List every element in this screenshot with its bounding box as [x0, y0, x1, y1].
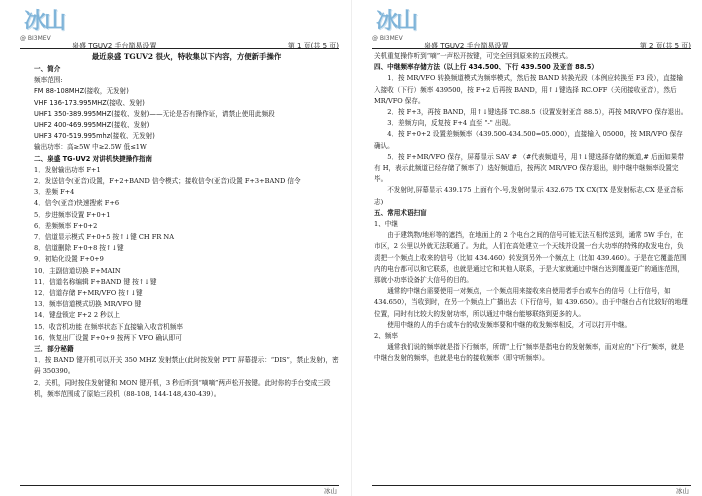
list-item: 4．按 F+0+2 设置差频频率（439.500-434.500=05.000），直接输入 05000，按 MR/VFO 保存确认。 — [374, 130, 683, 150]
section-heading: 一、简介 — [34, 65, 61, 73]
header-title: 泉盛 TGUV2 手台简易设置 — [72, 42, 157, 50]
list-item: 16．恢复出厂设置 F+0+9 按两下 VFO 确认即可 — [34, 333, 182, 342]
right-content — [374, 51, 689, 484]
list-item: 5．按 F+MR/VFO 保存，屏幕显示 SAV # （#代表频道号，用↑↓键选择存储的频道,# 后面如果带有 H，表示此频道已经存储了频率了）选好频道后，按两次 MR/VFO 保存退出，则中继中继频率设置完毕。 — [374, 152, 684, 184]
list-item: 7．信道显示模式 F+0+5 按↑↓键 CH FR NA — [34, 233, 174, 242]
page-header — [372, 4, 691, 48]
list-item: 1．发射输出功率 F+1 — [34, 165, 101, 174]
footer-divider — [372, 485, 691, 486]
list-item: 14．键盘锁定 F+2 2 秒以上 — [34, 311, 120, 320]
page-header — [20, 4, 339, 48]
footer-text: 冰山 — [676, 487, 689, 495]
text-line: UHF3 470-519.995mhz(接收、无发射) — [34, 132, 155, 141]
text-line: UHF2 400-469.995MHZ(接收、发射) — [34, 121, 150, 130]
list-item: 11．信道名称编辑 F+BAND 键 按↑↓键 — [34, 277, 157, 286]
list-item: 8．信道删除 F+0+8 按↑↓键 — [34, 244, 124, 253]
paragraph: 使用中继的人的手台或车台的收发频率要和中继的收发频率相反，才可以打开中继。 — [387, 320, 632, 329]
text-line: 输出功率：高≥5W 中≥2.5W 低≤1W — [34, 143, 147, 152]
list-item: 12．信道存储 F+MR/VFO 按↑↓键 — [34, 289, 143, 298]
list-item: 9．初始化设置 F+0+9 — [34, 255, 104, 264]
logo-tag: @ BI3MEV — [372, 35, 403, 42]
section-heading: 三．部分秘籍 — [34, 345, 74, 354]
subsection-heading: 2、频率 — [374, 332, 398, 341]
text-line: 频率范围: — [34, 76, 63, 85]
paragraph: 通常的中继台需要使用一对频点，一个频点用来接收来自使用者手台或车台的信号（上行信号，如 434.650），当收到时，在另一个频点上广播出去（下行信号，如 439.650）。由于中继台占有比较好的地理位置，同时有比较大的发射功率，所以通过中继台能够联络到更多的人。 — [374, 287, 688, 318]
paragraph: 通常我们说的频率就是指下行频率，所谓“上行”频率是指电台的发射频率，而对应的“下行”频率，就是中继台发射的频率，也就是电台的接收频率（即守听频率）。 — [374, 343, 685, 363]
list-item: 3．差频方向，反复按 F+4 直至 "-" 出现。 — [387, 119, 515, 128]
section-heading: 五、常用术语扫盲 — [374, 208, 427, 217]
section-heading: 四、中继频率存储方法（以上行 434.500、下行 439.500 及亚音 88.5） — [374, 63, 598, 72]
list-item: 4．信令(亚音)快速搜索 F+6 — [34, 199, 120, 208]
logo-text: 冰山 — [376, 8, 417, 34]
list-item: 3．差频 F+4 — [34, 188, 75, 197]
header-page-number: 第 2 页(共 5 页) — [639, 42, 691, 50]
list-item: 1．按 BAND 键开机可以开关 350 MHZ 发射禁止(此时按发射 PTT 屏幕提示：“DIS”，禁止发射)，密码 350390。 — [34, 356, 339, 376]
text-line: 关机重复操作听到“嘀”一声松开按键，可完全回到原来的五段模式。 — [374, 52, 572, 60]
subsection-heading: 1、中继 — [374, 220, 398, 229]
right-page — [351, 0, 702, 496]
list-item: 10．主副信道切换 F+MAIN — [34, 266, 121, 275]
list-item: 2．发送信令(亚音)设置，F+2+BAND 信令模式；接收信令(亚音)设置 F+3+BAND 信令 — [34, 177, 301, 186]
header-divider — [372, 48, 691, 49]
list-item: 13．频率信道模式切换 MR/VFO 键 — [34, 300, 142, 309]
logo — [20, 4, 68, 46]
paragraph: 由于建筑物/地形等的遮挡，在地面上的 2 个电台之间的信号可能无法互相传送到，通常 5W 手台，在市区，2 公里以外就无法联通了。为此，人们在高处建立一个天线并设置一台大功率的特殊的收发电台，负责把一个频点上收来的信号（比如 434.460）转发到另外一个频点上（比如 439.460）。于是在它覆盖范围内的电台都可以和它联系，也就是通过它和其他人联系，于是大家就通过中继台达到覆盖更广的通连范围，那就小功率设备扩大信号的目的。 — [374, 231, 687, 285]
logo-text: 冰山 — [24, 8, 65, 34]
list-item: 15．收音机功能 在频率状态下直接输入收音机频率 — [34, 322, 183, 331]
list-item: 2．按 F+3，再按 BAND，用↑↓键选择 TC.88.5（设置发射亚音 88.5），再按 MR/VFO 保存退出。 — [387, 108, 688, 117]
footer-text: 冰山 — [324, 487, 337, 495]
logo — [372, 4, 420, 46]
list-item: 2．关机，同时按住发射键和 MON 键开机，3 秒后听到“嘀嘀”两声松开按键。此时你的手台变成三段机，频率范围成了原始三段机（88-108, 144-148,430-439）。 — [34, 378, 331, 398]
text-line: UHF1 350-389.995MHZ(接收、发射)——无论是否有操作证，请禁止使用此频段 — [34, 109, 275, 118]
list-item: 不发射时,屏幕显示 439.175 上面有个-号,发射时显示 432.675 TX CX(TX 是发射标志,CX 是亚音标志) — [374, 186, 684, 206]
left-content — [34, 51, 339, 484]
header-page-number: 第 1 页(共 5 页) — [287, 42, 339, 50]
list-item: 5．步进频率设置 F+0+1 — [34, 210, 111, 219]
list-item: 1．按 MR/VFO 转换频道模式为频率模式，然后按 BAND 转换光段（本例应转换至 F3 段），直接输入接收（下行）频率 439500，按 F+2 后再按 BAND，用↑↓键选择 RC.OFF（关闭接收亚音），然后 MR/VFO 保存。 — [374, 74, 683, 105]
text-line: VHF 136-173.995MHZ(接收、发射) — [34, 98, 145, 107]
footer-divider — [20, 485, 339, 486]
header-title: 泉盛 TGUV2 手台简易设置 — [424, 42, 509, 50]
header-divider — [20, 48, 339, 49]
text-line: FM 88-108MHZ(接收，无发射) — [34, 87, 129, 96]
document-title: 最近泉盛 TGUV2 很火，特收集以下内容，方便新手操作 — [91, 52, 282, 61]
logo-tag: @ BI3MEV — [20, 35, 51, 42]
section-heading: 二、泉盛 TG-UV2 对讲机快捷操作指南 — [34, 154, 153, 163]
list-item: 6．差频频率 F+0+2 — [34, 221, 98, 230]
